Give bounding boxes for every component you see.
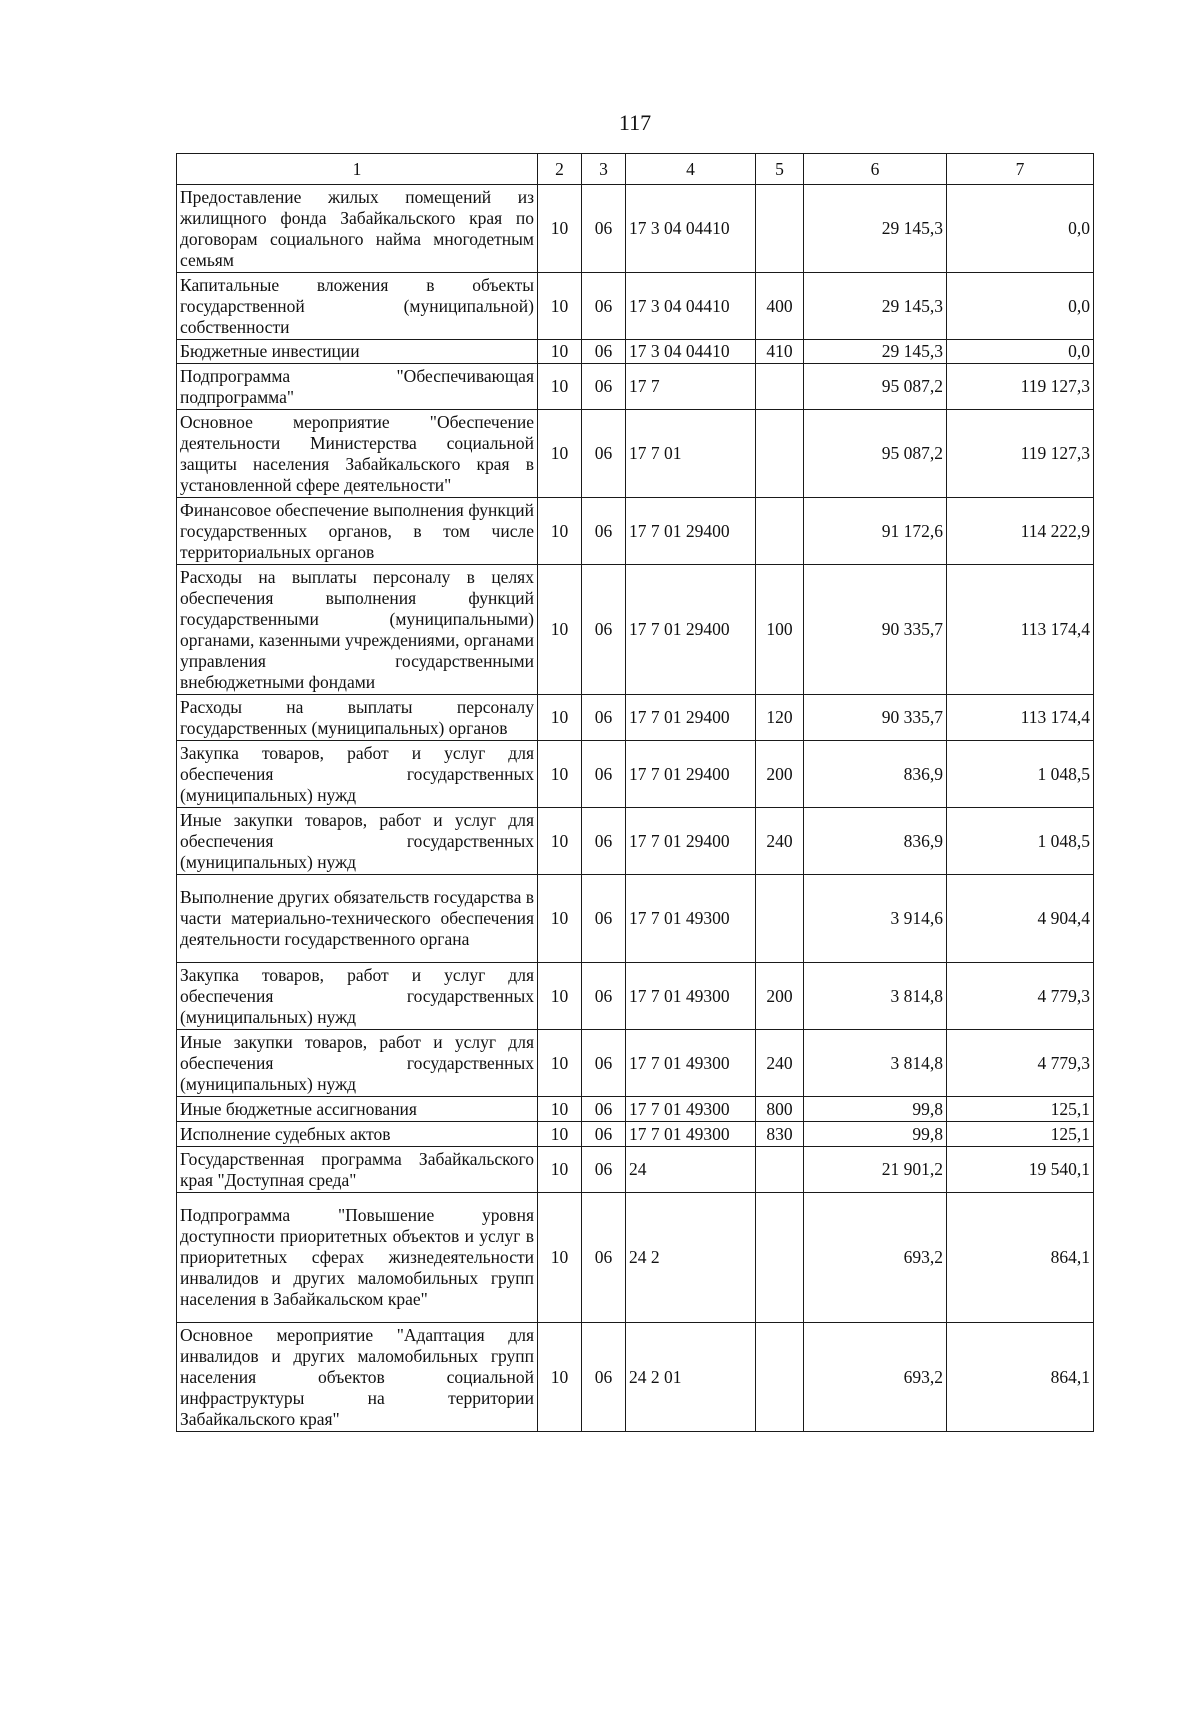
row-amount-year-2: 4 779,3	[947, 963, 1094, 1030]
row-subsection: 06	[582, 1030, 626, 1097]
page-number: 117	[618, 110, 652, 135]
row-expense-type: 400	[756, 273, 804, 340]
row-amount-year-1: 91 172,6	[804, 498, 947, 565]
row-section: 10	[538, 695, 582, 741]
row-amount-year-2: 19 540,1	[947, 1147, 1094, 1193]
table-row	[177, 340, 1094, 364]
row-amount-year-2: 1 048,5	[947, 741, 1094, 808]
row-section: 10	[538, 963, 582, 1030]
row-target-code: 17 7 01 29400	[626, 741, 756, 808]
row-amount-year-2: 0,0	[947, 273, 1094, 340]
row-name: Исполнение судебных актов	[177, 1122, 538, 1147]
table-row	[177, 963, 1094, 1030]
row-name: Иные закупки товаров, работ и услуг для обеспечения государственных (муниципальных) нужд	[177, 808, 538, 875]
row-section: 10	[538, 410, 582, 498]
table-row	[177, 410, 1094, 498]
row-name: Закупка товаров, работ и услуг для обеспечения государственных (муниципальных) нужд	[177, 741, 538, 808]
row-amount-year-2: 864,1	[947, 1193, 1094, 1323]
row-subsection: 06	[582, 1193, 626, 1323]
row-section: 10	[538, 1122, 582, 1147]
row-subsection: 06	[582, 1122, 626, 1147]
row-target-code: 17 7 01 29400	[626, 498, 756, 565]
row-target-code: 17 7 01	[626, 410, 756, 498]
row-name: Подпрограмма "Обеспечивающая подпрограмма"	[177, 364, 538, 410]
row-amount-year-2: 1 048,5	[947, 808, 1094, 875]
table-row	[177, 498, 1094, 565]
row-subsection: 06	[582, 364, 626, 410]
row-amount-year-1: 693,2	[804, 1323, 947, 1432]
row-target-code: 17 7 01 29400	[626, 565, 756, 695]
row-amount-year-2: 4 904,4	[947, 875, 1094, 963]
row-target-code: 24 2 01	[626, 1323, 756, 1432]
row-subsection: 06	[582, 273, 626, 340]
row-expense-type	[756, 1193, 804, 1323]
table-row	[177, 875, 1094, 963]
row-amount-year-1: 95 087,2	[804, 364, 947, 410]
row-expense-type	[756, 498, 804, 565]
row-amount-year-1: 90 335,7	[804, 565, 947, 695]
table-row	[177, 808, 1094, 875]
row-amount-year-1: 3 914,6	[804, 875, 947, 963]
row-expense-type: 240	[756, 1030, 804, 1097]
row-amount-year-1: 99,8	[804, 1097, 947, 1122]
table-row	[177, 1193, 1094, 1323]
row-section: 10	[538, 498, 582, 565]
row-subsection: 06	[582, 1097, 626, 1122]
row-subsection: 06	[582, 808, 626, 875]
row-expense-type	[756, 410, 804, 498]
column-header: 7	[947, 154, 1094, 185]
row-section: 10	[538, 340, 582, 364]
row-name: Подпрограмма "Повышение уровня доступности приоритетных объектов и услуг в приоритетных сферах жизнедеятельности инвалидов и других маломобильных групп населения в Забайкальском крае"	[177, 1193, 538, 1323]
table-row	[177, 185, 1094, 273]
column-header: 5	[756, 154, 804, 185]
row-name: Предоставление жилых помещений из жилищного фонда Забайкальского края по договорам социального найма многодетным семьям	[177, 185, 538, 273]
row-section: 10	[538, 1147, 582, 1193]
row-subsection: 06	[582, 185, 626, 273]
row-amount-year-2: 125,1	[947, 1097, 1094, 1122]
table-row	[177, 364, 1094, 410]
column-header: 2	[538, 154, 582, 185]
row-section: 10	[538, 565, 582, 695]
row-subsection: 06	[582, 410, 626, 498]
row-section: 10	[538, 1097, 582, 1122]
table-row	[177, 273, 1094, 340]
column-header: 6	[804, 154, 947, 185]
row-amount-year-1: 836,9	[804, 808, 947, 875]
row-subsection: 06	[582, 498, 626, 565]
column-header: 3	[582, 154, 626, 185]
row-name: Закупка товаров, работ и услуг для обеспечения государственных (муниципальных) нужд	[177, 963, 538, 1030]
row-amount-year-2: 0,0	[947, 340, 1094, 364]
row-expense-type: 800	[756, 1097, 804, 1122]
row-name: Капитальные вложения в объекты государственной (муниципальной) собственности	[177, 273, 538, 340]
row-expense-type	[756, 875, 804, 963]
row-amount-year-2: 4 779,3	[947, 1030, 1094, 1097]
budget-table	[176, 153, 1094, 1432]
row-target-code: 17 3 04 04410	[626, 185, 756, 273]
row-expense-type: 120	[756, 695, 804, 741]
row-expense-type	[756, 1323, 804, 1432]
row-amount-year-2: 119 127,3	[947, 364, 1094, 410]
row-section: 10	[538, 1030, 582, 1097]
table-body	[177, 185, 1094, 1432]
row-expense-type: 100	[756, 565, 804, 695]
row-name: Основное мероприятие "Адаптация для инвалидов и других маломобильных групп населения объектов социальной инфраструктуры на территории Забайкальского края"	[177, 1323, 538, 1432]
column-header: 1	[177, 154, 538, 185]
row-target-code: 17 3 04 04410	[626, 273, 756, 340]
row-name: Бюджетные инвестиции	[177, 340, 538, 364]
row-amount-year-2: 114 222,9	[947, 498, 1094, 565]
row-amount-year-2: 125,1	[947, 1122, 1094, 1147]
row-amount-year-2: 0,0	[947, 185, 1094, 273]
row-amount-year-1: 29 145,3	[804, 185, 947, 273]
row-name: Основное мероприятие "Обеспечение деятельности Министерства социальной защиты населения Забайкальского края в установленной сфере деятельности"	[177, 410, 538, 498]
column-header: 4	[626, 154, 756, 185]
row-subsection: 06	[582, 565, 626, 695]
table-row	[177, 741, 1094, 808]
row-target-code: 24	[626, 1147, 756, 1193]
row-amount-year-1: 29 145,3	[804, 273, 947, 340]
row-subsection: 06	[582, 340, 626, 364]
row-expense-type	[756, 364, 804, 410]
table-row	[177, 1030, 1094, 1097]
row-expense-type: 200	[756, 741, 804, 808]
row-name: Расходы на выплаты персоналу в целях обеспечения выполнения функций государственными (муниципальными) органами, казенными учреждениями, органами управления государственными внебюджетными фондами	[177, 565, 538, 695]
row-amount-year-2: 119 127,3	[947, 410, 1094, 498]
row-amount-year-1: 693,2	[804, 1193, 947, 1323]
table-row	[177, 1323, 1094, 1432]
row-amount-year-1: 95 087,2	[804, 410, 947, 498]
row-amount-year-1: 90 335,7	[804, 695, 947, 741]
row-name: Иные бюджетные ассигнования	[177, 1097, 538, 1122]
row-target-code: 17 7 01 49300	[626, 963, 756, 1030]
row-target-code: 24 2	[626, 1193, 756, 1323]
row-amount-year-2: 864,1	[947, 1323, 1094, 1432]
row-amount-year-2: 113 174,4	[947, 695, 1094, 741]
row-target-code: 17 7 01 49300	[626, 1097, 756, 1122]
row-name: Иные закупки товаров, работ и услуг для обеспечения государственных (муниципальных) нужд	[177, 1030, 538, 1097]
row-name: Выполнение других обязательств государства в части материально-технического обеспечения деятельности государственного органа	[177, 875, 538, 963]
row-target-code: 17 7 01 49300	[626, 875, 756, 963]
row-subsection: 06	[582, 1147, 626, 1193]
row-amount-year-1: 3 814,8	[804, 963, 947, 1030]
row-expense-type: 200	[756, 963, 804, 1030]
table-row	[177, 1122, 1094, 1147]
row-section: 10	[538, 808, 582, 875]
row-expense-type: 410	[756, 340, 804, 364]
row-section: 10	[538, 1323, 582, 1432]
row-target-code: 17 7	[626, 364, 756, 410]
row-subsection: 06	[582, 741, 626, 808]
row-subsection: 06	[582, 963, 626, 1030]
row-expense-type	[756, 1147, 804, 1193]
row-amount-year-1: 21 901,2	[804, 1147, 947, 1193]
row-expense-type	[756, 185, 804, 273]
header-row	[177, 154, 1094, 185]
row-amount-year-2: 113 174,4	[947, 565, 1094, 695]
row-section: 10	[538, 1193, 582, 1323]
row-subsection: 06	[582, 695, 626, 741]
row-amount-year-1: 99,8	[804, 1122, 947, 1147]
row-name: Расходы на выплаты персоналу государственных (муниципальных) органов	[177, 695, 538, 741]
row-amount-year-1: 836,9	[804, 741, 947, 808]
row-section: 10	[538, 273, 582, 340]
row-target-code: 17 7 01 49300	[626, 1122, 756, 1147]
row-expense-type: 240	[756, 808, 804, 875]
row-section: 10	[538, 741, 582, 808]
row-section: 10	[538, 875, 582, 963]
row-name: Финансовое обеспечение выполнения функций государственных органов, в том числе территориальных органов	[177, 498, 538, 565]
table-row	[177, 565, 1094, 695]
row-amount-year-1: 3 814,8	[804, 1030, 947, 1097]
row-target-code: 17 3 04 04410	[626, 340, 756, 364]
row-section: 10	[538, 364, 582, 410]
row-subsection: 06	[582, 875, 626, 963]
table-row	[177, 1097, 1094, 1122]
row-name: Государственная программа Забайкальского края "Доступная среда"	[177, 1147, 538, 1193]
row-target-code: 17 7 01 29400	[626, 808, 756, 875]
row-amount-year-1: 29 145,3	[804, 340, 947, 364]
row-subsection: 06	[582, 1323, 626, 1432]
row-target-code: 17 7 01 49300	[626, 1030, 756, 1097]
row-target-code: 17 7 01 29400	[626, 695, 756, 741]
row-section: 10	[538, 185, 582, 273]
table-row	[177, 695, 1094, 741]
table-row	[177, 1147, 1094, 1193]
row-expense-type: 830	[756, 1122, 804, 1147]
